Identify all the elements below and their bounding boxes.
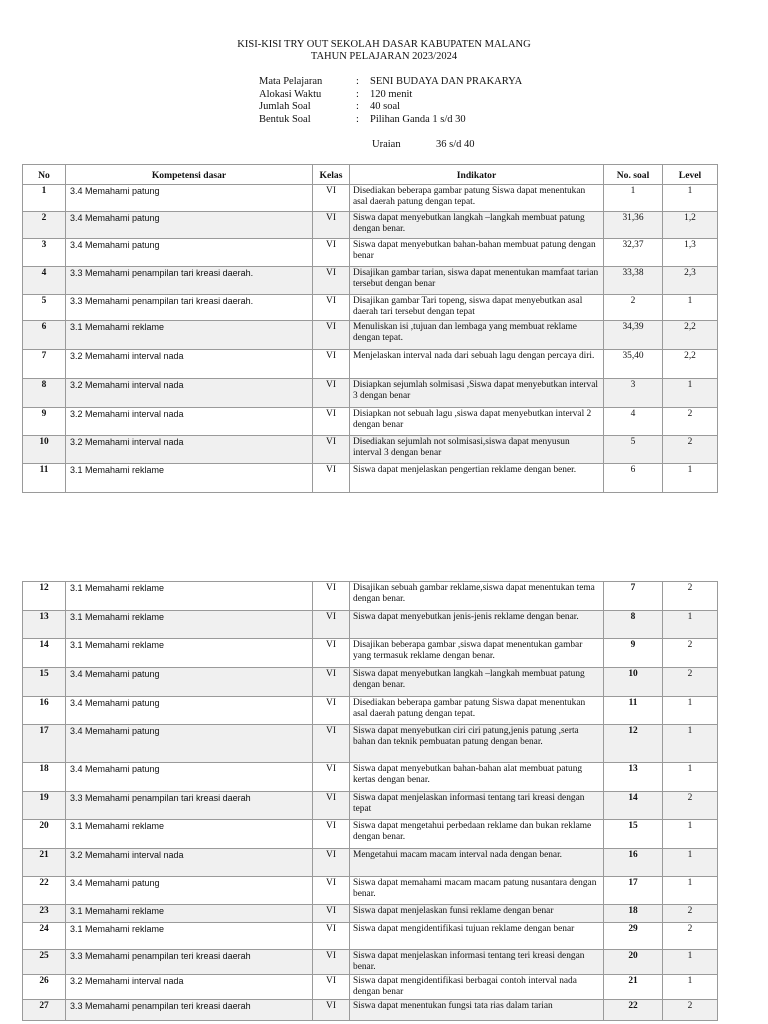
kompetensi-cell: 3.2 Memahami interval nada <box>66 436 313 464</box>
kelas-cell: VI <box>313 1000 350 1021</box>
col-header-kelas: Kelas <box>313 165 350 185</box>
no-soal-cell: 20 <box>604 950 663 975</box>
level-cell: 2 <box>663 639 718 668</box>
kelas-cell: VI <box>313 668 350 697</box>
indikator-cell: Siswa dapat memahami macam macam patung nusantara dengan benar. <box>350 877 604 905</box>
kompetensi-cell: 3.3 Memahami penampilan tari kreasi daerah. <box>66 267 313 295</box>
meta-row-jumlah <box>259 101 522 114</box>
kelas-cell: VI <box>313 295 350 321</box>
level-cell: 2 <box>663 668 718 697</box>
row-number: 6 <box>23 321 66 350</box>
kompetensi-cell: 3.3 Memahami penampilan tari kreasi daerah <box>66 792 313 820</box>
table-row <box>23 975 718 1000</box>
no-soal-cell: 14 <box>604 792 663 820</box>
kelas-cell: VI <box>313 267 350 295</box>
table-row <box>23 950 718 975</box>
row-number: 8 <box>23 379 66 408</box>
row-number: 21 <box>23 849 66 877</box>
level-cell: 1 <box>663 877 718 905</box>
indikator-cell: Siswa dapat menyebutkan langkah –langkah membuat patung dengan benar. <box>350 668 604 697</box>
table-row <box>23 350 718 379</box>
kelas-cell: VI <box>313 905 350 923</box>
table-row <box>23 639 718 668</box>
no-soal-cell: 10 <box>604 668 663 697</box>
no-soal-cell: 22 <box>604 1000 663 1021</box>
indikator-cell: Siswa dapat menyebutkan bahan-bahan alat membuat patung kertas dengan benar. <box>350 763 604 792</box>
kompetensi-cell: 3.2 Memahami interval nada <box>66 975 313 1000</box>
document-subtitle: TAHUN PELAJARAN 2023/2024 <box>310 51 458 62</box>
table-header-row <box>23 165 718 185</box>
row-number: 3 <box>23 239 66 267</box>
indikator-cell: Siswa dapat menjelaskan pengertian reklame dengan bener. <box>350 464 604 493</box>
kompetensi-cell: 3.3 Memahami penampilan teri kreasi daerah <box>66 1000 313 1021</box>
table-row <box>23 582 718 611</box>
no-soal-cell: 35,40 <box>604 350 663 379</box>
meta-label: Jumlah Soal <box>259 101 311 112</box>
indikator-cell: Disiapkan not sebuah lagu ,siswa dapat menyebutkan interval 2 dengan benar <box>350 408 604 436</box>
row-number: 7 <box>23 350 66 379</box>
no-soal-cell: 13 <box>604 763 663 792</box>
indikator-cell: Siswa dapat menjelaskan informasi tentang tari kreasi dengan tepat <box>350 792 604 820</box>
col-header-kompetensi: Kompetensi dasar <box>66 165 313 185</box>
kompetensi-cell: 3.4 Memahami patung <box>66 668 313 697</box>
table-row <box>23 820 718 849</box>
kompetensi-cell: 3.4 Memahami patung <box>66 877 313 905</box>
indikator-cell: Siswa dapat menyebutkan langkah –langkah membuat patung dengan benar. <box>350 212 604 239</box>
row-number: 19 <box>23 792 66 820</box>
table-row <box>23 905 718 923</box>
no-soal-cell: 3 <box>604 379 663 408</box>
indikator-cell: Disediakan beberapa gambar patung Siswa dapat menentukan asal daerah patung dengan tepat. <box>350 697 604 725</box>
kelas-cell: VI <box>313 408 350 436</box>
indikator-cell: Disajikan gambar tarian, siswa dapat menentukan mamfaat tarian tersebut dengan benar <box>350 267 604 295</box>
col-header-level: Level <box>663 165 718 185</box>
table-row <box>23 321 718 350</box>
level-cell: 1 <box>663 697 718 725</box>
level-cell: 2,2 <box>663 350 718 379</box>
kompetensi-cell: 3.1 Memahami reklame <box>66 464 313 493</box>
document-title: KISI-KISI TRY OUT SEKOLAH DASAR KABUPATEN MALANG <box>237 39 531 50</box>
no-soal-cell: 15 <box>604 820 663 849</box>
indikator-cell: Siswa dapat menyebutkan bahan-bahan membuat patung dengan benar <box>350 239 604 267</box>
no-soal-cell: 4 <box>604 408 663 436</box>
kelas-cell: VI <box>313 464 350 493</box>
no-soal-cell: 17 <box>604 877 663 905</box>
kelas-cell: VI <box>313 923 350 950</box>
kisi-table-part-2 <box>22 581 718 1021</box>
kompetensi-cell: 3.3 Memahami penampilan teri kreasi daerah <box>66 950 313 975</box>
indikator-cell: Disajikan sebuah gambar reklame,siswa dapat menentukan tema dengan benar. <box>350 582 604 611</box>
indikator-cell: Menuliskan isi ,tujuan dan lembaga yang membuat reklame dengan tepat. <box>350 321 604 350</box>
level-cell: 2 <box>663 1000 718 1021</box>
no-soal-cell: 32,37 <box>604 239 663 267</box>
meta-value: 40 soal <box>370 101 401 112</box>
meta-label: Alokasi Waktu <box>259 88 322 100</box>
kelas-cell: VI <box>313 582 350 611</box>
row-number: 20 <box>23 820 66 849</box>
indikator-cell: Disiapkan sejumlah solmisasi ,Siswa dapat menyebutkan interval 3 dengan benar <box>350 379 604 408</box>
kelas-cell: VI <box>313 877 350 905</box>
kompetensi-cell: 3.4 Memahami patung <box>66 725 313 763</box>
indikator-cell: Mengetahui macam macam interval nada dengan benar. <box>350 849 604 877</box>
table-row <box>23 379 718 408</box>
row-number: 13 <box>23 611 66 639</box>
meta-row-bentuk <box>259 114 522 127</box>
kelas-cell: VI <box>313 697 350 725</box>
meta-value: Pilihan Ganda 1 s/d 30 <box>370 113 466 125</box>
row-number: 5 <box>23 295 66 321</box>
meta-value: 120 menit <box>370 88 413 100</box>
level-cell: 1,2 <box>663 212 718 239</box>
indikator-cell: Siswa dapat menyebutkan jenis-jenis reklame dengan benar. <box>350 611 604 639</box>
kelas-cell: VI <box>313 436 350 464</box>
level-cell: 2,3 <box>663 267 718 295</box>
indikator-cell: Siswa dapat menyebutkan ciri ciri patung,jenis patung ,serta bahan dan teknik pembuatan patung dengan benar. <box>350 725 604 763</box>
no-soal-cell: 33,38 <box>604 267 663 295</box>
level-cell: 2 <box>663 923 718 950</box>
level-cell: 1 <box>663 379 718 408</box>
row-number: 26 <box>23 975 66 1000</box>
kompetensi-cell: 3.1 Memahami reklame <box>66 820 313 849</box>
indikator-cell: Siswa dapat mengidentifikasi berbagai contoh interval nada dengan benar <box>350 975 604 1000</box>
table-row <box>23 185 718 212</box>
kompetensi-cell: 3.1 Memahami reklame <box>66 923 313 950</box>
no-soal-cell: 29 <box>604 923 663 950</box>
level-cell: 2 <box>663 905 718 923</box>
table-row <box>23 725 718 763</box>
level-cell: 2 <box>663 582 718 611</box>
kelas-cell: VI <box>313 763 350 792</box>
kompetensi-cell: 3.1 Memahami reklame <box>66 639 313 668</box>
table-row <box>23 436 718 464</box>
kompetensi-cell: 3.4 Memahami patung <box>66 185 313 212</box>
level-cell: 1 <box>663 295 718 321</box>
no-soal-cell: 7 <box>604 582 663 611</box>
meta-colon: : <box>356 113 359 125</box>
kelas-cell: VI <box>313 350 350 379</box>
level-cell: 1 <box>663 611 718 639</box>
no-soal-cell: 12 <box>604 725 663 763</box>
indikator-cell: Siswa dapat menjelaskan funsi reklame dengan benar <box>350 905 604 923</box>
kelas-cell: VI <box>313 792 350 820</box>
kompetensi-cell: 3.4 Memahami patung <box>66 239 313 267</box>
kompetensi-cell: 3.1 Memahami reklame <box>66 905 313 923</box>
uraian-value: 36 s/d 40 <box>436 139 475 150</box>
meta-colon: : <box>356 76 359 87</box>
meta-row-uraian <box>372 139 475 150</box>
level-cell: 1 <box>663 763 718 792</box>
kompetensi-cell: 3.4 Memahami patung <box>66 212 313 239</box>
level-cell: 2 <box>663 792 718 820</box>
kompetensi-cell: 3.2 Memahami interval nada <box>66 350 313 379</box>
kelas-cell: VI <box>313 725 350 763</box>
meta-row-alokasi <box>259 89 522 102</box>
table-row <box>23 1000 718 1021</box>
level-cell: 2 <box>663 408 718 436</box>
kelas-cell: VI <box>313 212 350 239</box>
row-number: 25 <box>23 950 66 975</box>
level-cell: 2 <box>663 436 718 464</box>
kompetensi-cell: 3.1 Memahami reklame <box>66 611 313 639</box>
row-number: 4 <box>23 267 66 295</box>
row-number: 22 <box>23 877 66 905</box>
level-cell: 2,2 <box>663 321 718 350</box>
row-number: 16 <box>23 697 66 725</box>
row-number: 17 <box>23 725 66 763</box>
no-soal-cell: 5 <box>604 436 663 464</box>
indikator-cell: Siswa dapat menjelaskan informasi tentang teri kreasi dengan benar. <box>350 950 604 975</box>
table-row <box>23 849 718 877</box>
no-soal-cell: 18 <box>604 905 663 923</box>
level-cell: 1 <box>663 725 718 763</box>
kelas-cell: VI <box>313 849 350 877</box>
level-cell: 1 <box>663 975 718 1000</box>
table-row <box>23 408 718 436</box>
kompetensi-cell: 3.4 Memahami patung <box>66 763 313 792</box>
row-number: 10 <box>23 436 66 464</box>
no-soal-cell: 9 <box>604 639 663 668</box>
kelas-cell: VI <box>313 321 350 350</box>
kompetensi-cell: 3.3 Memahami penampilan tari kreasi daerah. <box>66 295 313 321</box>
meta-colon: : <box>356 88 359 100</box>
meta-block <box>259 76 522 126</box>
kelas-cell: VI <box>313 379 350 408</box>
table-row <box>23 792 718 820</box>
uraian-label: Uraian <box>372 139 401 150</box>
row-number: 27 <box>23 1000 66 1021</box>
table-row <box>23 611 718 639</box>
row-number: 1 <box>23 185 66 212</box>
level-cell: 1 <box>663 849 718 877</box>
row-number: 15 <box>23 668 66 697</box>
level-cell: 1,3 <box>663 239 718 267</box>
kisi-table-part-1 <box>22 164 718 493</box>
level-cell: 1 <box>663 950 718 975</box>
no-soal-cell: 1 <box>604 185 663 212</box>
table-row <box>23 464 718 493</box>
level-cell: 1 <box>663 820 718 849</box>
kelas-cell: VI <box>313 239 350 267</box>
row-number: 14 <box>23 639 66 668</box>
table-row <box>23 668 718 697</box>
no-soal-cell: 16 <box>604 849 663 877</box>
kompetensi-cell: 3.2 Memahami interval nada <box>66 849 313 877</box>
row-number: 23 <box>23 905 66 923</box>
kelas-cell: VI <box>313 185 350 212</box>
indikator-cell: Siswa dapat menentukan fungsi tata rias dalam tarian <box>350 1000 604 1021</box>
row-number: 2 <box>23 212 66 239</box>
meta-label: Mata Pelajaran <box>259 76 323 87</box>
meta-colon: : <box>356 101 359 112</box>
table-row <box>23 763 718 792</box>
no-soal-cell: 8 <box>604 611 663 639</box>
kompetensi-cell: 3.2 Memahami interval nada <box>66 408 313 436</box>
indikator-cell: Disajikan gambar Tari topeng, siswa dapat menyebutkan asal daerah tari tersebut dengan tepat <box>350 295 604 321</box>
level-cell: 1 <box>663 464 718 493</box>
indikator-cell: Menjelaskan interval nada dari sebuah lagu dengan percaya diri. <box>350 350 604 379</box>
no-soal-cell: 34,39 <box>604 321 663 350</box>
indikator-cell: Disediakan sejumlah not solmisasi,siswa dapat menyusun interval 3 dengan benar <box>350 436 604 464</box>
row-number: 24 <box>23 923 66 950</box>
no-soal-cell: 6 <box>604 464 663 493</box>
kompetensi-cell: 3.4 Memahami patung <box>66 697 313 725</box>
row-number: 11 <box>23 464 66 493</box>
table-row <box>23 295 718 321</box>
table-row <box>23 267 718 295</box>
kelas-cell: VI <box>313 820 350 849</box>
indikator-cell: Disediakan beberapa gambar patung Siswa dapat menentukan asal daerah patung dengan tepat. <box>350 185 604 212</box>
meta-value: SENI BUDAYA DAN PRAKARYA <box>370 76 523 87</box>
kompetensi-cell: 3.1 Memahami reklame <box>66 582 313 611</box>
table-row <box>23 923 718 950</box>
row-number: 12 <box>23 582 66 611</box>
no-soal-cell: 2 <box>604 295 663 321</box>
meta-label: Bentuk Soal <box>259 113 311 125</box>
no-soal-cell: 21 <box>604 975 663 1000</box>
col-header-indikator: Indikator <box>350 165 604 185</box>
kelas-cell: VI <box>313 975 350 1000</box>
table-row <box>23 212 718 239</box>
level-cell: 1 <box>663 185 718 212</box>
kelas-cell: VI <box>313 950 350 975</box>
indikator-cell: Disajikan beberapa gambar ,siswa dapat menentukan gambar yang termasuk reklame dengan benar. <box>350 639 604 668</box>
indikator-cell: Siswa dapat mengidentifikasi tujuan reklame dengan benar <box>350 923 604 950</box>
indikator-cell: Siswa dapat mengetahui perbedaan reklame dan bukan reklame dengan benar. <box>350 820 604 849</box>
table-row <box>23 697 718 725</box>
no-soal-cell: 11 <box>604 697 663 725</box>
table-row <box>23 877 718 905</box>
kompetensi-cell: 3.2 Memahami interval nada <box>66 379 313 408</box>
meta-row-mapel <box>259 76 522 89</box>
col-header-no-soal: No. soal <box>604 165 663 185</box>
table-row <box>23 239 718 267</box>
kelas-cell: VI <box>313 639 350 668</box>
col-header-no: No <box>23 165 66 185</box>
no-soal-cell: 31,36 <box>604 212 663 239</box>
row-number: 9 <box>23 408 66 436</box>
kompetensi-cell: 3.1 Memahami reklame <box>66 321 313 350</box>
kelas-cell: VI <box>313 611 350 639</box>
row-number: 18 <box>23 763 66 792</box>
